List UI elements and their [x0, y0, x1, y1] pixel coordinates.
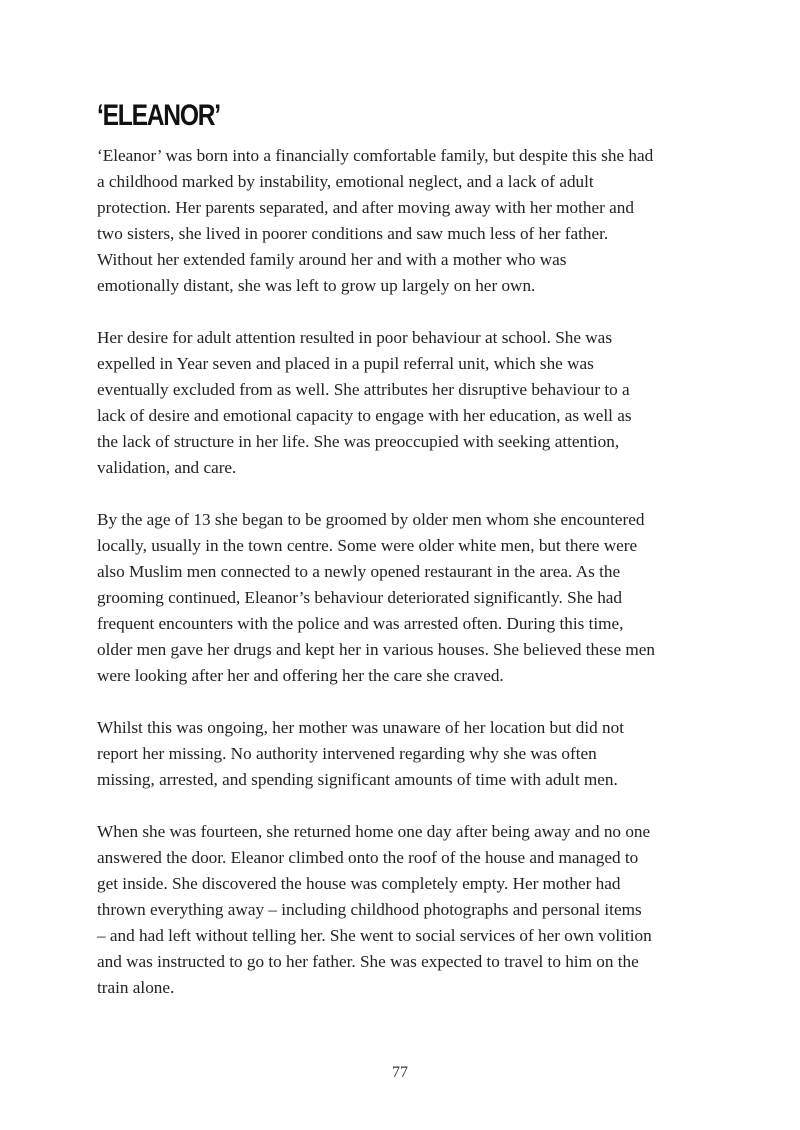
paragraph [97, 143, 697, 299]
text-line: locally, usually in the town centre. Some were older white men, but there were [97, 536, 638, 555]
text-line: grooming continued, Eleanor’s behaviour deteriorated significantly. She had [97, 588, 623, 607]
text-line: were looking after her and offering her the care she craved. [97, 666, 504, 685]
text-line: Without her extended family around her and with a mother who was [97, 250, 567, 269]
text-line: older men gave her drugs and kept her in various houses. She believed these men [97, 640, 655, 659]
text-line: Her desire for adult attention resulted in poor behaviour at school. She was [97, 328, 613, 347]
text-line: thrown everything away – including childhood photographs and personal items [97, 900, 642, 919]
text-line: report her missing. No authority intervened regarding why she was often [97, 744, 597, 763]
paragraph [97, 715, 697, 793]
text-line: Whilst this was ongoing, her mother was unaware of her location but did not [97, 718, 624, 737]
text-line: By the age of 13 she began to be groomed by older men whom she encountered [97, 510, 645, 529]
text-line: two sisters, she lived in poorer conditions and saw much less of her father. [97, 224, 609, 243]
body-text [97, 143, 697, 1027]
paragraph [97, 325, 697, 481]
text-line: eventually excluded from as well. She attributes her disruptive behaviour to a [97, 380, 630, 399]
text-line: validation, and care. [97, 458, 237, 477]
text-line: emotionally distant, she was left to grow up largely on her own. [97, 276, 536, 295]
text-line: protection. Her parents separated, and after moving away with her mother and [97, 198, 634, 217]
paragraph [97, 819, 697, 1001]
text-line: lack of desire and emotional capacity to engage with her education, as well as [97, 406, 632, 425]
text-line: and was instructed to go to her father. She was expected to travel to him on the [97, 952, 639, 971]
text-line: missing, arrested, and spending significant amounts of time with adult men. [97, 770, 618, 789]
text-line: – and had left without telling her. She went to social services of her own volition [97, 926, 652, 945]
text-line: also Muslim men connected to a newly opened restaurant in the area. As the [97, 562, 621, 581]
text-line: When she was fourteen, she returned home one day after being away and no one [97, 822, 651, 841]
text-line: answered the door. Eleanor climbed onto the roof of the house and managed to [97, 848, 639, 867]
text-line: expelled in Year seven and placed in a pupil referral unit, which she was [97, 354, 594, 373]
text-line: train alone. [97, 978, 175, 997]
section-heading: ‘ELEANOR’ [97, 99, 220, 132]
paragraph [97, 507, 697, 689]
text-line: a childhood marked by instability, emotional neglect, and a lack of adult [97, 172, 594, 191]
text-line: the lack of structure in her life. She was preoccupied with seeking attention, [97, 432, 620, 451]
text-line: get inside. She discovered the house was completely empty. Her mother had [97, 874, 621, 893]
text-line: frequent encounters with the police and was arrested often. During this time, [97, 614, 624, 633]
text-line: ‘Eleanor’ was born into a financially comfortable family, but despite this she had [97, 146, 654, 165]
page-number: 77 [392, 1064, 408, 1081]
